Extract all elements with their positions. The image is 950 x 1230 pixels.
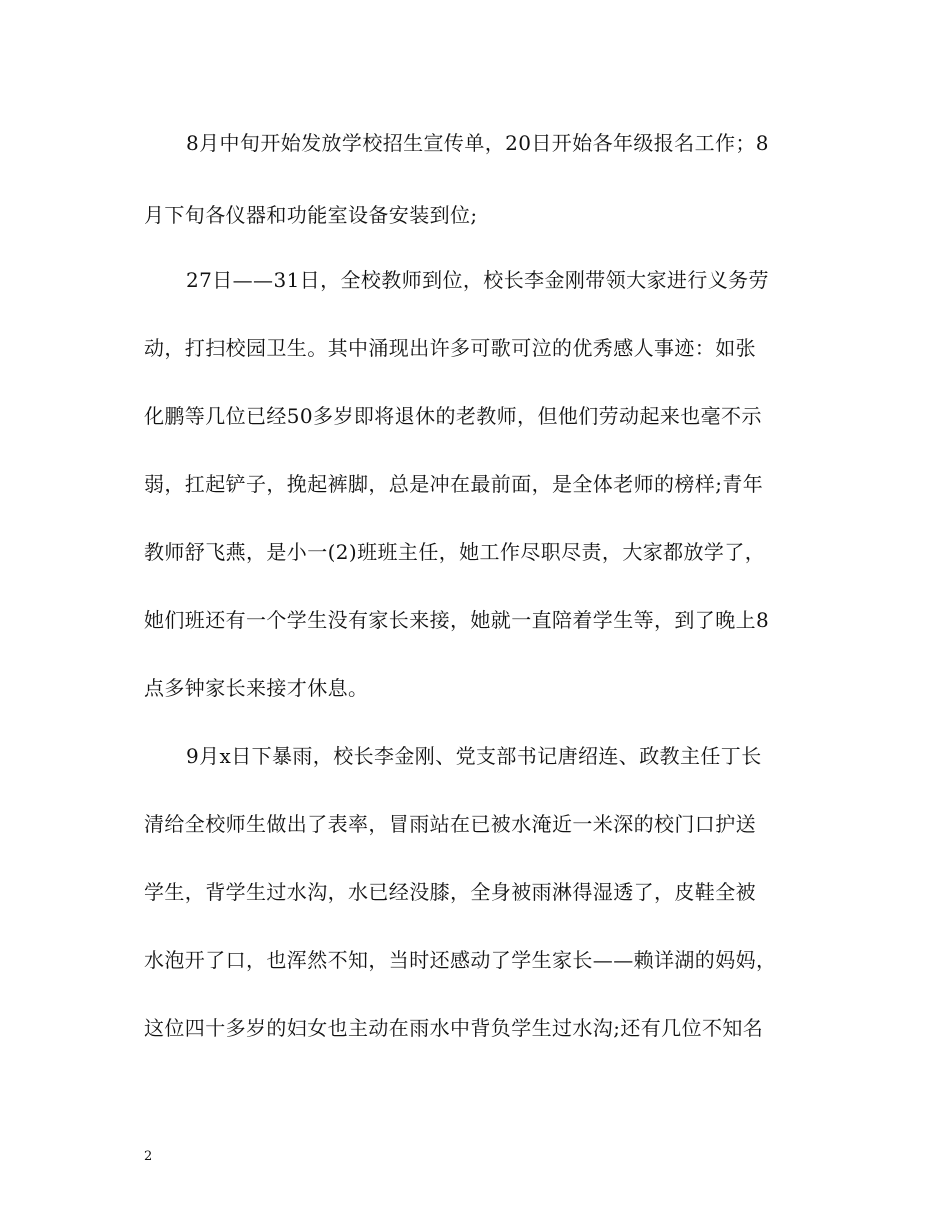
text-line-6: 弱，扛起铲子，挽起裤脚，总是冲在最前面，是全体老师的榜样;青年 <box>144 472 764 496</box>
page-number: 2 <box>144 1149 153 1164</box>
text-line-2: 月下旬各仪器和功能室设备安装到位; <box>144 203 478 227</box>
text-line-8: 她们班还有一个学生没有家长来接，她就一直陪着学生等，到了晚上8 <box>144 608 770 632</box>
text-line-7: 教师舒飞燕，是小一(2)班班主任，她工作尽职尽责，大家都放学了， <box>144 540 766 564</box>
text-line-10: 9月x日下暴雨，校长李金刚、党支部书记唐绍连、政教主任丁长 <box>186 744 762 768</box>
text-line-12: 学生，背学生过水沟，水已经没膝，全身被雨淋得湿透了，皮鞋全被 <box>144 880 756 904</box>
text-line-14: 这位四十多岁的妇女也主动在雨水中背负学生过水沟;还有几位不知名 <box>144 1016 764 1040</box>
text-line-13: 水泡开了口，也浑然不知，当时还感动了学生家长——赖详湖的妈妈， <box>144 948 777 972</box>
text-line-4: 动，打扫校园卫生。其中涌现出许多可歌可泣的优秀感人事迹：如张 <box>144 336 756 360</box>
text-line-5: 化鹏等几位已经50多岁即将退休的老教师，但他们劳动起来也毫不示 <box>144 404 762 428</box>
text-line-11: 清给全校师生做出了表率，冒雨站在已被水淹近一米深的校门口护送 <box>144 812 756 836</box>
text-line-9: 点多钟家长来接才休息。 <box>144 676 369 700</box>
text-line-1: 8月中旬开始发放学校招生宣传单，20日开始各年级报名工作；8 <box>186 131 769 155</box>
text-line-3: 27日——31日，全校教师到位，校长李金刚带领大家进行义务劳 <box>186 268 769 292</box>
